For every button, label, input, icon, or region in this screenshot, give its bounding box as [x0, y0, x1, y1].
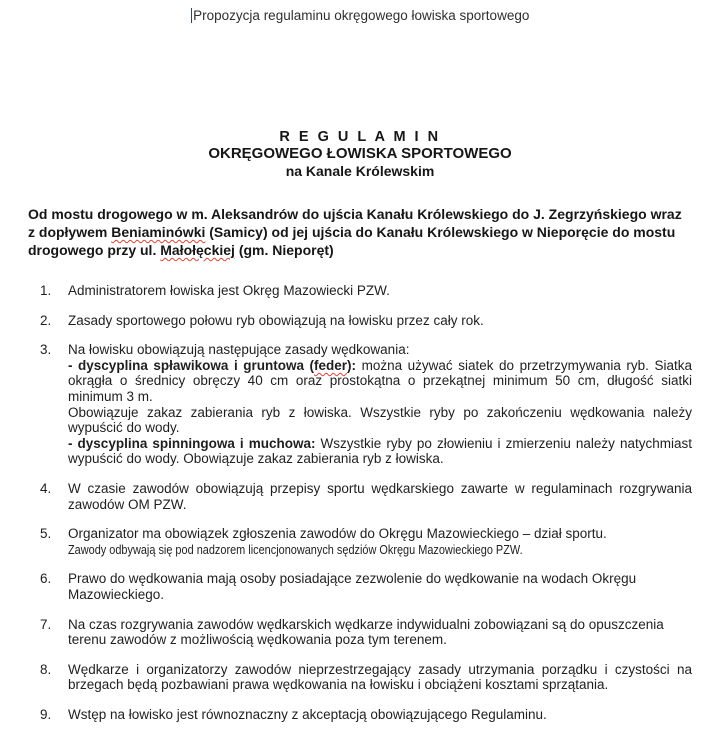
rule-text-line2-condensed: Zawody odbywają się pod nadzorem licencjonowanych sędziów Okręgu Mazowieckiego PZW.	[68, 541, 523, 557]
rule-body	[68, 707, 692, 723]
rule-item-4	[40, 481, 692, 512]
rule-body	[68, 481, 692, 512]
rule-text: Administratorem łowiska jest Okręg Mazowiecki PZW.	[68, 283, 390, 298]
rule-item-6	[40, 571, 692, 602]
rule-number: 3.	[40, 342, 52, 358]
document-header	[0, 0, 720, 24]
rule-number: 4.	[40, 480, 52, 496]
rule-body	[68, 342, 692, 467]
spin-discipline-lead: - dyscyplina spinningowa i muchowa:	[68, 435, 316, 451]
spin-discipline-text: Wszystkie ryby po złowieniu i zmierzeniu należy natychmiast wypuścić do wody. Obowiązuje zakaz zabierania ryb z łowiska.	[68, 435, 692, 467]
title-line-kanal: na Kanale Królewskim	[285, 163, 435, 179]
rule-item-8	[40, 662, 692, 693]
rule-number: 7.	[40, 616, 52, 632]
rule-body	[68, 617, 692, 648]
rule-number: 8.	[40, 661, 52, 677]
intro-text-3: (gm. Nieporęt)	[234, 242, 334, 258]
rule-item-2	[40, 313, 692, 329]
rule-item-9	[40, 707, 692, 723]
rule-text: W czasie zawodów obowiązują przepisy sportu wędkarskiego zawarte w regulaminach rozgrywania zawodów OM PZW.	[68, 480, 692, 512]
rules-list	[40, 283, 692, 722]
rule-text: Na czas rozgrywania zawodów wędkarskich wędkarze indywidualni zobowiązani są do opuszczenia terenu zawodów z możliwością wędkowania poza tym terenem.	[68, 616, 664, 648]
misspelled-word-beniaminowki: Beniaminówki	[111, 224, 206, 240]
rule-text-line1: Organizator ma obowiązek zgłoszenia zawodów do Okręgu Mazowieckiego – dział sportu.	[68, 526, 607, 542]
misspelled-word-maloleckiej: Małołęckiej	[160, 242, 235, 258]
misspelled-word-feder: feder	[314, 357, 348, 373]
float-discipline-lead: - dyscyplina spławikowa i gruntowa (	[68, 357, 315, 373]
float-discipline-text: można używać siatek do przetrzymywania ryb. Siatka okrągła o średnicy obręczy 40 cm oraz prostokątna o przekątnej minimum 50 cm, długość siatki minimum 3 m.	[68, 357, 692, 404]
title-block	[0, 129, 720, 179]
intro-text-2: (Samicy) od jej ujścia do Kanału Królewskiego w Nieporęcie do mostu drogowego przy ul.	[28, 224, 676, 258]
document-header-text: Propozycja regulaminu okręgowego łowiska sportowego	[193, 8, 530, 23]
title-line-okregowego: OKRĘGOWEGO ŁOWISKA SPORTOWEGO	[208, 145, 512, 162]
rule-number: 9.	[40, 706, 52, 722]
rule-number: 5.	[40, 526, 52, 542]
rule-body	[68, 283, 692, 299]
intro-paragraph	[28, 205, 690, 259]
text-cursor[interactable]	[191, 8, 193, 23]
rule-body	[68, 313, 692, 329]
rule-text: Wędkarze i organizatorzy zawodów nieprzestrzegający zasady utrzymania porządku i czystości na brzegach będą pozbawiani prawa wędkowania na łowisku i obciążeni kosztami sprzątania.	[68, 661, 692, 693]
rule-text-intro: Na łowisku obowiązują następujące zasady wędkowania:	[68, 342, 410, 358]
rule-number: 6.	[40, 571, 52, 587]
rule-text-line2-wrap	[68, 542, 692, 558]
rule-text: Wstęp na łowisko jest równoznaczny z akceptacją obowiązującego Regulaminu.	[68, 706, 547, 722]
rule-item-5	[40, 526, 692, 557]
rule-item-3	[40, 342, 692, 467]
rule-item-7	[40, 617, 692, 648]
rule-text: Zasady sportowego połowu ryb obowiązują na łowisku przez cały rok.	[68, 312, 484, 328]
rule-number: 1.	[40, 283, 52, 298]
rule-body	[68, 571, 692, 602]
rule-text-spin-discipline	[68, 436, 692, 467]
rule-text-release: Obowiązuje zakaz zabierania ryb z łowiska. Wszystkie ryby po zakończeniu wędkowania należy wypuścić do wody.	[68, 404, 692, 436]
intro-text-1: Od mostu drogowego w m. Aleksandrów do ujścia Kanału Królewskiego do J. Zegrzyńskiego wraz z dopływem	[28, 206, 682, 240]
rule-number: 2.	[40, 312, 52, 328]
title-line-regulamin: R E G U L A M I N	[279, 129, 441, 145]
rule-text-float-discipline	[68, 358, 692, 405]
rule-text: Prawo do wędkowania mają osoby posiadające zezwolenie do wędkowanie na wodach Okręgu Mazowieckiego.	[68, 571, 637, 602]
rule-item-1	[40, 283, 692, 299]
rule-body	[68, 662, 692, 693]
float-discipline-lead-close: ):	[347, 357, 357, 373]
rule-body	[68, 526, 692, 557]
